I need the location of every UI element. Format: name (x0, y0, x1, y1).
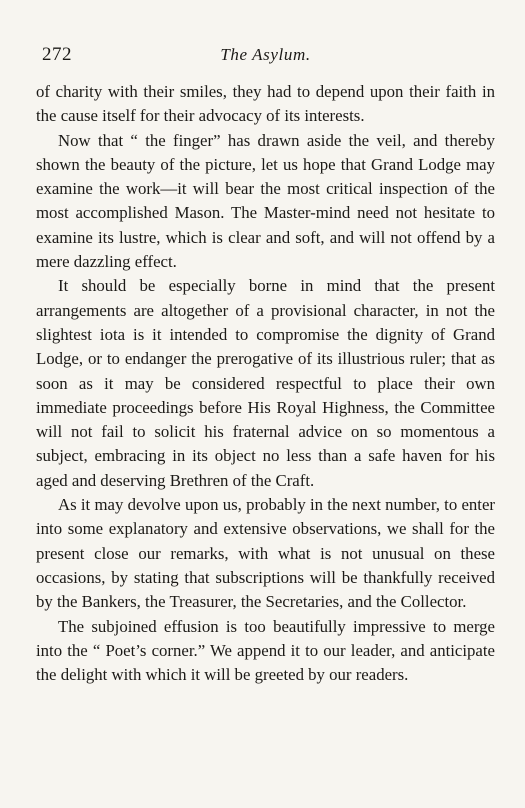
body-text (36, 80, 495, 687)
paragraph-provisional-arrangements: It should be especially borne in mind that the present arrangements are altogether of a provisional character, in not the slightest iota is it intended to compromise the dignity of Grand Lodge, or to endanger the prerogative of its illustrious ruler; that as soon as it may be considered respectful to place their own immediate proceedings before His Royal Highness, the Committee will not fail to solicit his fraternal advice on so momentous a subject, embracing in its object no less than a safe haven for his aged and deserving Brethren of the Craft. (36, 276, 495, 490)
running-title: The Asylum. (220, 45, 311, 64)
paragraph-subscriptions: As it may devolve upon us, probably in the next number, to enter into some explanatory and extensive observations, we shall for the present close our remarks, with what is not unusual on these occasions, by stating that subscriptions will be thankfully received by the Bankers, the Treasurer, the Secretaries, and the Collector. (36, 495, 495, 612)
paragraph-continuation: of charity with their smiles, they had to depend upon their faith in the cause itself for their advocacy of its interests. (36, 82, 495, 126)
paragraph-poets-corner: The subjoined effusion is too beautifully impressive to merge into the “ Poet’s corner.” We append it to our leader, and anticipate the delight with which it will be greeted by our readers. (36, 616, 495, 685)
running-head (36, 44, 495, 72)
paragraph-the-finger: Now that “ the finger” has drawn aside the veil, and thereby shown the beauty of the picture, let us hope that Grand Lodge may examine the work—it will bear the most critical inspection of the most accomplished Mason. The Master-mind need not hesitate to examine its lustre, which is clear and soft, and will not offend by a mere dazzling effect. (36, 130, 495, 272)
page-number: 272 (42, 44, 72, 65)
